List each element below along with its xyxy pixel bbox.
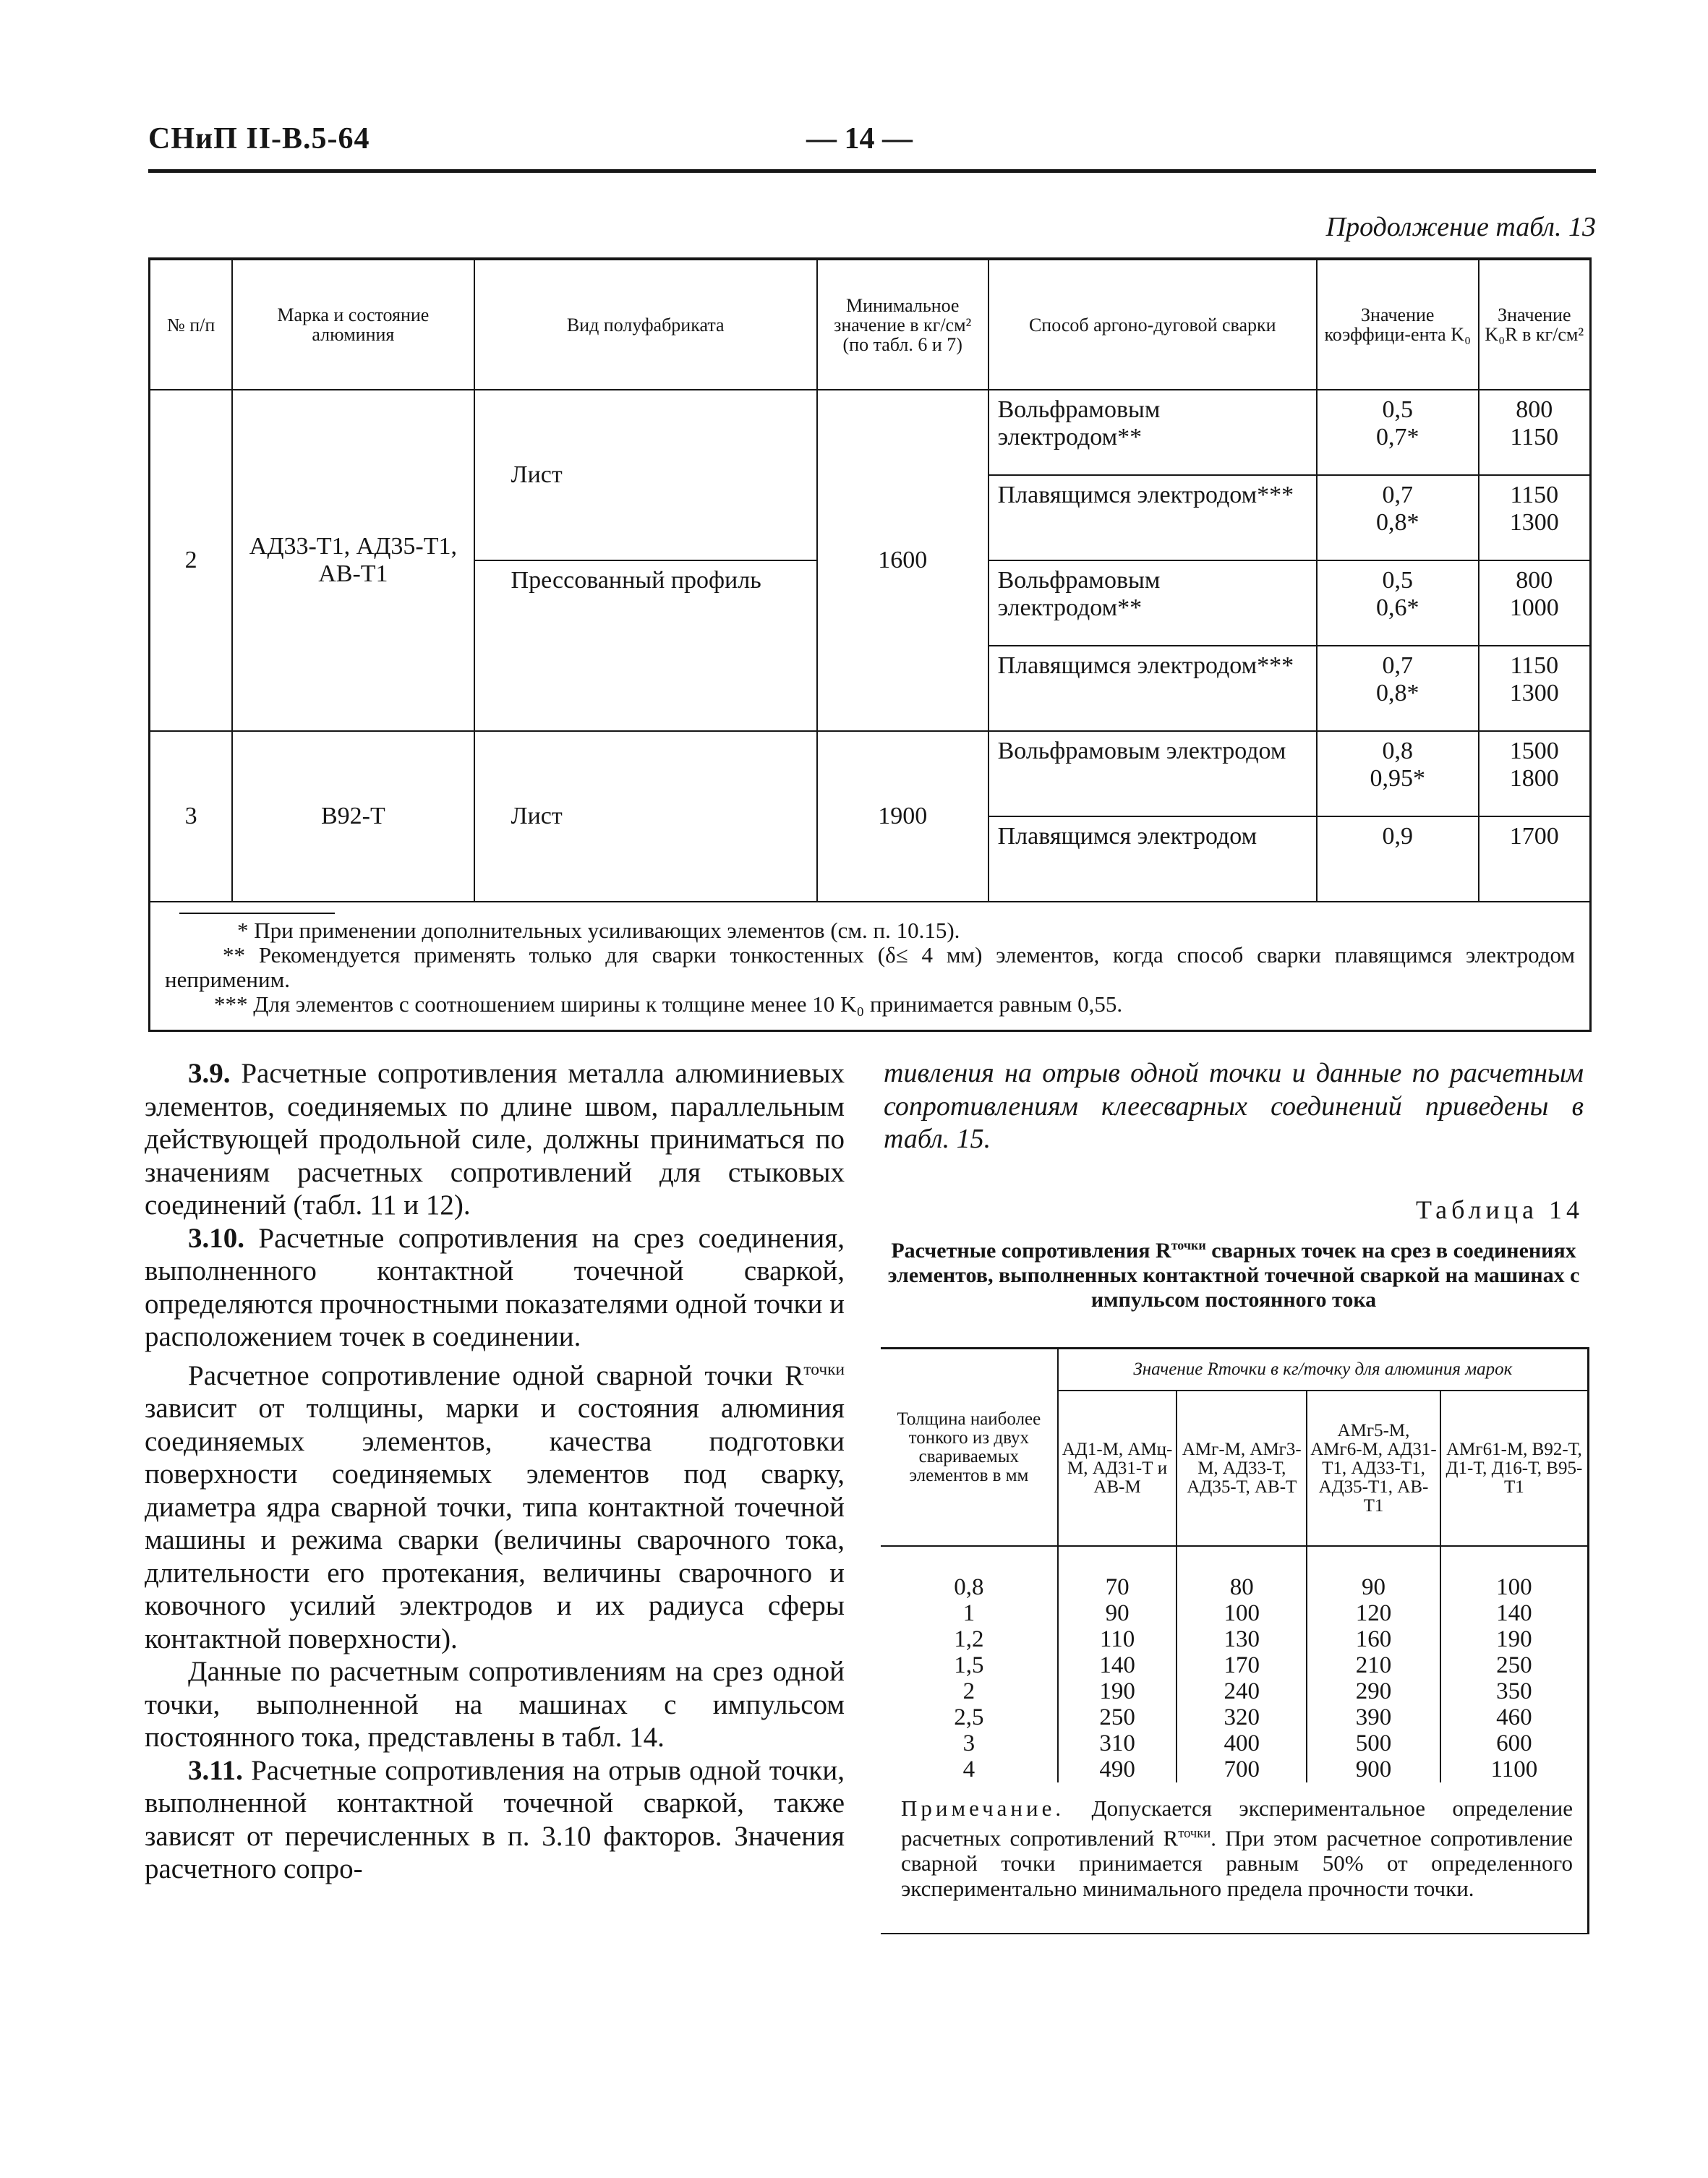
t14-value: 1100 [1440,1756,1589,1782]
t13-min-value: 1900 [817,731,988,902]
document-code: СНиП II-В.5-64 [148,122,370,155]
paragraph-text: Расчетные сопротивления металла алюминиевых элементов, соединяемых по длине швом, параллельным действующей продольной силе, должны приниматься по значениям расчетных сопротивлений для стыковых соединений (табл. 11 и 12). [145,1058,845,1221]
table13-continuation: Продолжение табл. 13 [1325,212,1596,242]
t14-thickness: 0,8 [881,1546,1058,1600]
table-row [881,1626,1589,1652]
paragraph-text: Данные по расчетным сопротивлениям на срез одной точки, выполненной на машинах с импульсом постоянного тока, представлены в табл. 14. [145,1656,845,1753]
t13-header-k0: Значение коэффици-ента K₀ [1317,259,1479,390]
t14-thickness: 4 [881,1756,1058,1782]
t14-value: 250 [1058,1704,1177,1730]
t13-k0: 0,7 0,8* [1317,475,1479,560]
t14-value: 90 [1058,1600,1177,1626]
t14-value: 80 [1177,1546,1307,1600]
t13-method: Вольфрамовым электродом [988,731,1317,816]
t13-k0: 0,9 [1317,816,1479,902]
t14-value: 240 [1177,1678,1307,1704]
page-number: — 14 — [806,122,913,155]
table13-footnotes-row [150,902,1591,1031]
t13-method: Вольфрамовым электродом** [988,390,1317,475]
t14-value: 100 [1177,1600,1307,1626]
paragraph-text: Расчетное сопротивление одной сварной точки R [188,1359,804,1391]
right-column [884,1057,1584,1156]
t14-value: 490 [1058,1756,1177,1782]
t14-grade-1: АД1-М, АМц-М, АД31-Т и АВ-М [1058,1391,1177,1546]
table13-header-row [150,259,1591,390]
table-row [881,1730,1589,1756]
footnote-1: * При применении дополнительных усиливающих элементов (см. п. 10.15). [237,918,960,943]
title-text: Расчетные сопротивления R [891,1239,1171,1263]
t13-header-min: Минимальное значение в кг/см² (по табл. 6 и 7) [817,259,988,390]
t13-k0r: 800 1000 [1479,560,1591,646]
t14-value: 460 [1440,1704,1589,1730]
t13-num: 3 [150,731,233,902]
t14-value: 500 [1307,1730,1440,1756]
table-row [881,1652,1589,1678]
t13-header-num: № п/п [150,259,233,390]
t14-value: 160 [1307,1626,1440,1652]
t13-method: Плавящимся электродом [988,816,1317,902]
superscript: точки [803,1359,845,1379]
t13-k0r: 1150 1300 [1479,475,1591,560]
paragraph-3-10 [145,1222,845,1354]
t13-header-product: Вид полуфабриката [474,259,817,390]
table14-title [884,1233,1584,1312]
t14-value: 350 [1440,1678,1589,1704]
t14-grade-3: АМг5-М, АМг6-М, АД31-Т1, АД33-Т1, АД35-Т1, АВ-Т1 [1307,1391,1440,1546]
t14-header-thickness: Толщина наиболее тонкого из двух свариваемых элементов в мм [881,1349,1058,1547]
table-row [881,1704,1589,1730]
table-row [881,1600,1589,1626]
t14-value: 600 [1440,1730,1589,1756]
t13-grade: В92-Т [232,731,474,902]
superscript: точки [1178,1826,1211,1841]
note-text: . При этом расчетное сопротивление сварной точки принимается равным 50% от определенного экспериментально минимального предела прочности точки. [901,1825,1573,1902]
t13-k0r: 1500 1800 [1479,731,1591,816]
t13-k0: 0,5 0,6* [1317,560,1479,646]
t14-value: 170 [1177,1652,1307,1678]
t14-thickness: 1,5 [881,1652,1058,1678]
table-row [881,1678,1589,1704]
t14-value: 400 [1177,1730,1307,1756]
t13-product: Лист [474,731,817,902]
t13-grade: АД33-Т1, АД35-Т1, АВ-Т1 [232,390,474,731]
note-text: Допускается экспериментальное определение расчетных сопротивлений R [901,1795,1573,1851]
table-row [881,1546,1589,1600]
paragraph-text: Расчетные сопротивления на отрыв одной точки, выполненной контактной точечной сваркой, также зависят от перечисленных в п. 3.10 факторов. Значения расчетного сопро- [145,1754,845,1884]
clause-number: 3.10. [188,1222,244,1254]
t13-product: Лист [474,390,817,560]
t14-thickness: 2 [881,1678,1058,1704]
t13-k0: 0,5 0,7* [1317,390,1479,475]
left-column [145,1057,845,1886]
clause-number: 3.11. [188,1754,243,1786]
t14-value: 90 [1307,1546,1440,1600]
t13-footnotes [150,902,1591,1031]
t13-k0: 0,7 0,8* [1317,646,1479,731]
t13-header-grade: Марка и состояние алюминия [232,259,474,390]
t13-header-method: Способ аргоно-дуговой сварки [988,259,1317,390]
t14-value: 210 [1307,1652,1440,1678]
t14-thickness: 3 [881,1730,1058,1756]
t13-k0: 0,8 0,95* [1317,731,1479,816]
t14-value: 900 [1307,1756,1440,1782]
table-row [150,390,1591,475]
t13-k0r: 800 1150 [1479,390,1591,475]
t14-value: 140 [1440,1600,1589,1626]
paragraph-3-9 [145,1057,845,1222]
paragraph-3-11-cont: тивления на отрыв одной точки и данные по расчетным сопротивлениям клеесварных соединений приведены в табл. 15. [884,1058,1584,1154]
table-row [150,731,1591,816]
t14-value: 190 [1058,1678,1177,1704]
t14-value: 120 [1307,1600,1440,1626]
t14-value: 190 [1440,1626,1589,1652]
paragraph-3-10-b [145,1354,845,1656]
t14-value: 390 [1307,1704,1440,1730]
t14-grade-4: АМг61-М, В92-Т, Д1-Т, Д16-Т, В95-Т1 [1440,1391,1589,1546]
title-text: сварных точек на срез в соединениях элементов, выполненных контактной точечной сваркой на машинах с импульсом постоянного тока [887,1239,1580,1312]
table13 [148,257,1592,1032]
table14-caption: Таблица 14 [1416,1195,1584,1224]
footnote-rule [179,913,335,914]
t14-value: 310 [1058,1730,1177,1756]
header-rule [148,169,1596,173]
t13-method: Плавящимся электродом*** [988,475,1317,560]
paragraph-text: зависит от толщины, марки и состояния алюминия соединяемых элементов, качества подготовки поверхности соединяемых элементов под сварку, диаметра ядра сварной точки, типа контактной точечной машины и режима сварки (величины сварочного тока, длительности его протекания, величины сварочного и ковочного усилий электродов и их радиуса сферы контактной поверхности). [145,1393,845,1654]
t13-min-value: 1600 [817,390,988,731]
t13-k0r: 1700 [1479,816,1591,902]
t14-header-value: Значение Rточки в кг/точку для алюминия марок [1058,1349,1589,1391]
t13-k0r: 1150 1300 [1479,646,1591,731]
paragraph-text: Расчетные сопротивления на срез соединения, выполненного контактной точечной сваркой, определяются прочностными показателями одной точки и расположением точек в соединении. [145,1222,845,1352]
paragraph-3-10-c [145,1655,845,1754]
t14-value: 140 [1058,1652,1177,1678]
superscript: точки [1171,1238,1206,1252]
t14-value: 100 [1440,1546,1589,1600]
t14-value: 110 [1058,1626,1177,1652]
t14-value: 250 [1440,1652,1589,1678]
footnote-3: *** Для элементов с соотношением ширины к толщине менее 10 K₀ принимается равным 0,55. [214,991,1123,1017]
t13-method: Плавящимся электродом*** [988,646,1317,731]
footnote-2: ** Рекомендуется применять только для сварки тонкостенных (δ≤ 4 мм) элементов, когда способ сварки плавящимся электродом неприменим. [165,942,1575,992]
t14-thickness: 1 [881,1600,1058,1626]
t14-thickness: 2,5 [881,1704,1058,1730]
table14 [881,1347,1589,1934]
t14-value: 70 [1058,1546,1177,1600]
t14-value: 130 [1177,1626,1307,1652]
table14-note-row [881,1782,1589,1934]
clause-number: 3.9. [188,1058,231,1089]
table14-header-row [881,1349,1589,1391]
t14-value: 700 [1177,1756,1307,1782]
table14-note [881,1782,1589,1934]
t14-thickness: 1,2 [881,1626,1058,1652]
t13-header-k0r: Значение K₀R в кг/см² [1479,259,1591,390]
t14-value: 320 [1177,1704,1307,1730]
t13-num: 2 [150,390,233,731]
t13-product: Прессованный профиль [474,560,817,731]
t14-grade-2: АМг-М, АМг3-М, АД33-Т, АД35-Т, АВ-Т [1177,1391,1307,1546]
t13-method: Вольфрамовым электродом** [988,560,1317,646]
paragraph-3-11 [145,1754,845,1886]
t14-value: 290 [1307,1678,1440,1704]
table-row [881,1756,1589,1782]
note-label: Примечание. [901,1795,1065,1821]
